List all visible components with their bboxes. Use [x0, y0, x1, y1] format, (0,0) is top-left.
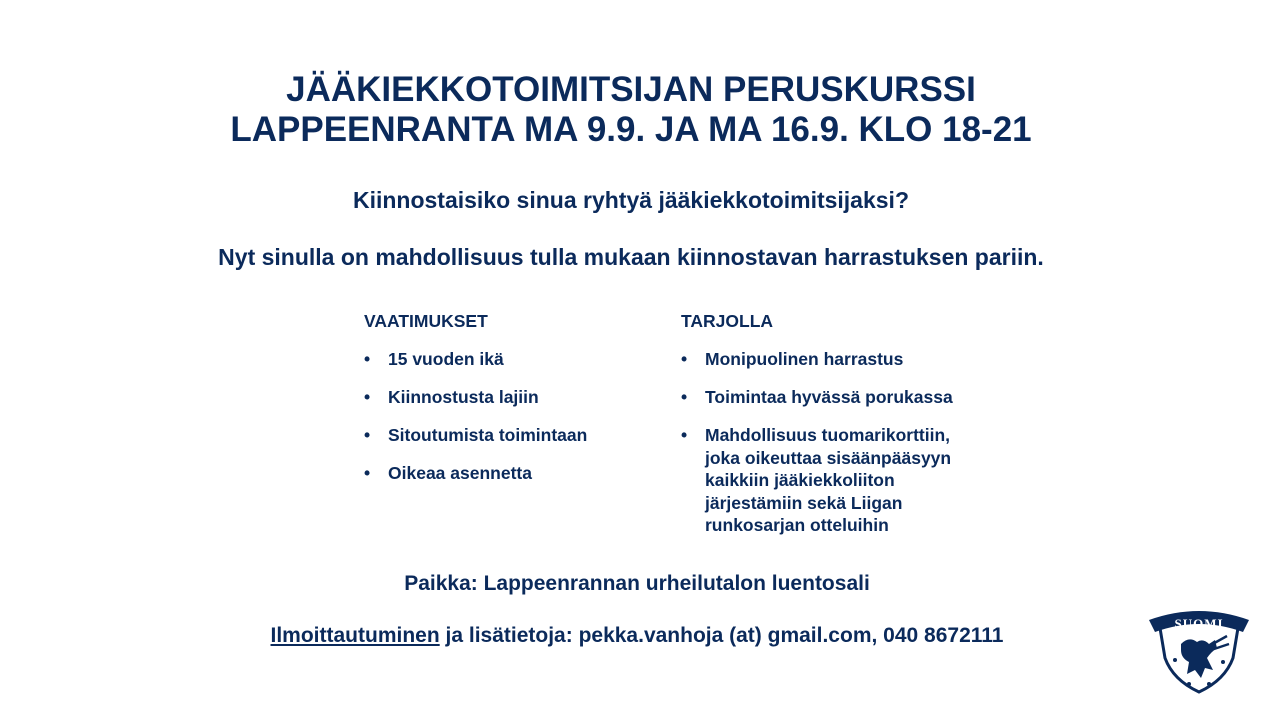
requirements-heading: VAATIMUKSET — [364, 311, 488, 331]
bullet-icon: • — [364, 387, 371, 407]
list-item: • Monipuolinen harrastus — [681, 349, 904, 369]
list-item: • 15 vuoden ikä — [364, 349, 504, 369]
bullet-icon: • — [364, 349, 371, 369]
title-line-1: JÄÄKIEKKOTOIMITSIJAN PERUSKURSSI — [286, 70, 976, 109]
contact-details: ja lisätietoja: pekka.vanhoja (at) gmail.com, 040 8672111 — [439, 624, 1004, 647]
list-item: • Kiinnostusta lajiin — [364, 387, 539, 407]
requirements-column — [364, 310, 664, 500]
logo-text: SUOMI — [1174, 616, 1224, 631]
bullet-icon: • — [364, 425, 371, 445]
title-line-2: LAPPEENRANTA MA 9.9. JA MA 16.9. KLO 18-21 — [230, 110, 1032, 149]
offer-heading: TARJOLLA — [681, 311, 774, 331]
bullet-icon: • — [681, 349, 688, 369]
registration-link[interactable]: Ilmoittautuminen — [270, 624, 440, 647]
contact-line — [0, 623, 1274, 649]
list-item: • Sitoutumista toimintaan — [364, 425, 588, 445]
list-item: • Oikeaa asennetta — [364, 463, 532, 483]
course-title — [0, 70, 1262, 150]
place-text: Paikka: Lappeenrannan urheilutalon luentosali — [404, 572, 870, 595]
list-item: • Mahdollisuus tuomarikorttiin, joka oikeuttaa sisäänpääsyyn kaikkiin jääkiekkoliiton järjestämiin sekä Liigan runkosarjan otteluihin — [681, 425, 952, 535]
bullet-icon: • — [364, 463, 371, 483]
opportunity-text: Nyt sinulla on mahdollisuus tulla mukaan kiinnostavan harrastuksen pariin. — [218, 244, 1044, 270]
question-text: Kiinnostaisiko sinua ryhtyä jääkiekkotoimitsijaksi? — [352, 187, 910, 213]
list-item: • Toimintaa hyvässä porukassa — [681, 387, 953, 407]
offer-list — [681, 348, 981, 537]
bullet-icon: • — [681, 425, 688, 445]
offer-column — [681, 310, 981, 552]
requirements-list — [364, 348, 664, 485]
bullet-icon: • — [681, 387, 688, 407]
finland-lion-shield-icon — [1145, 600, 1253, 696]
